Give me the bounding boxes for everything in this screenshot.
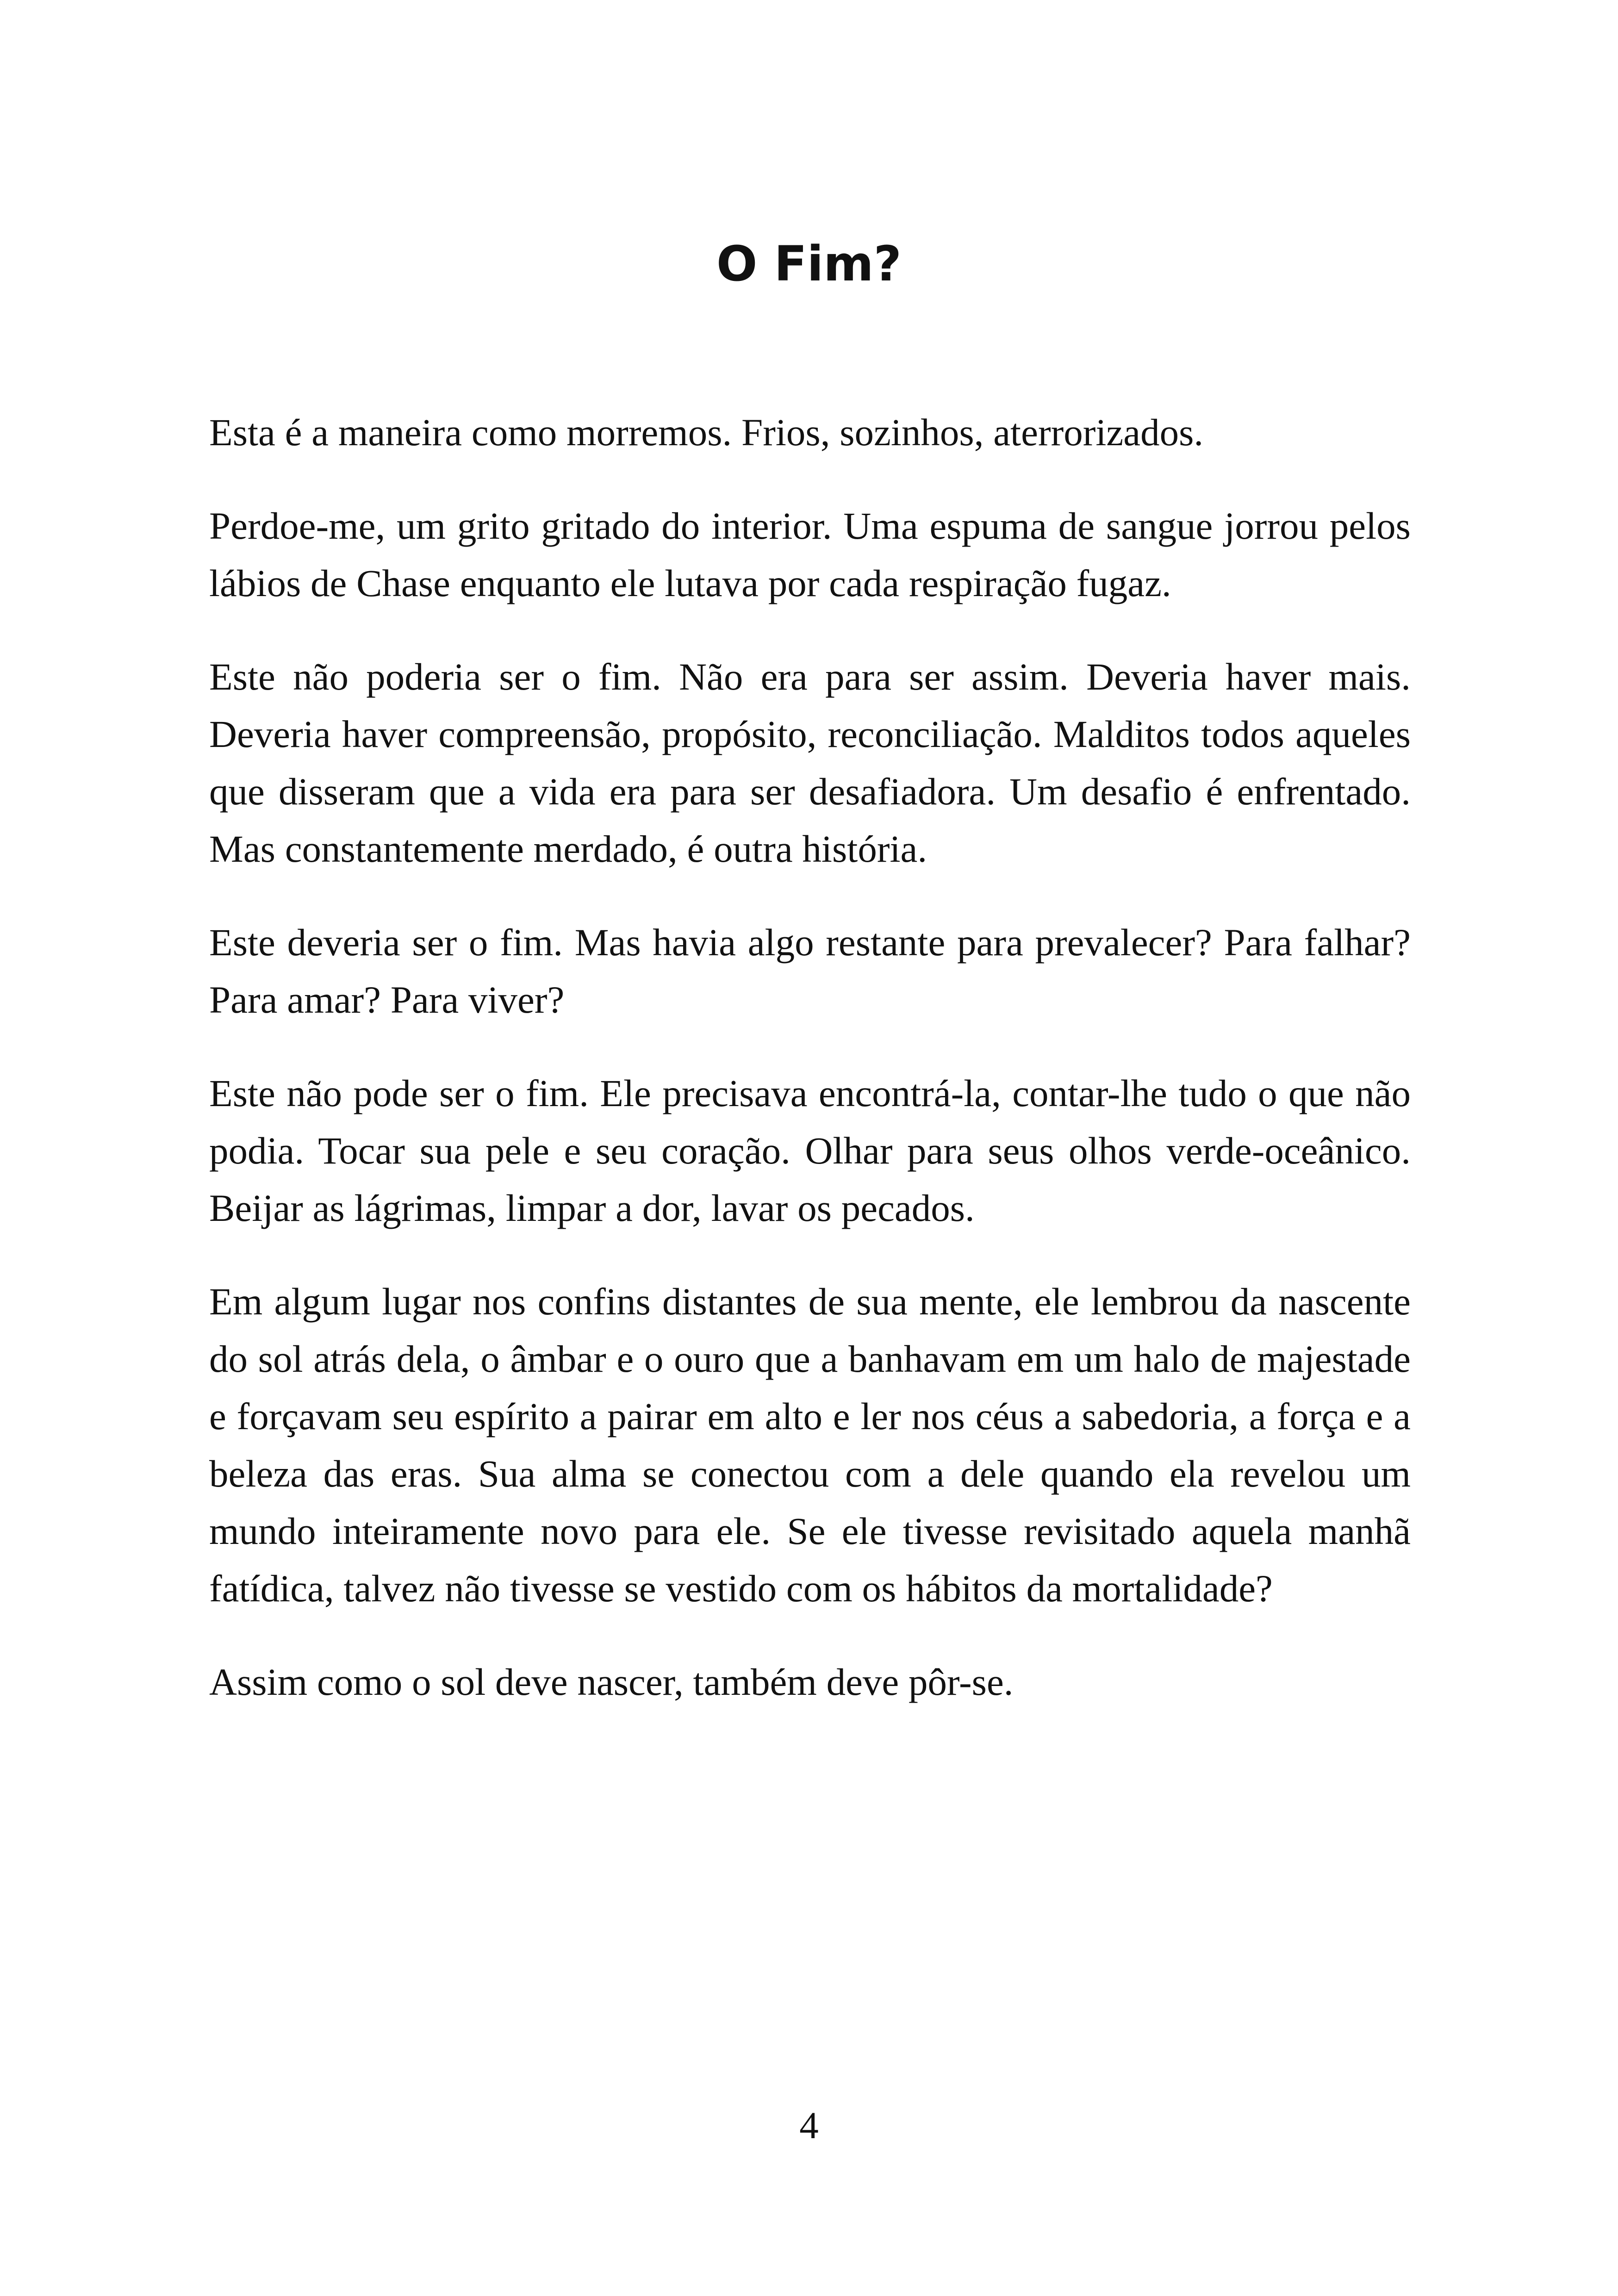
paragraph-1: Esta é a maneira como morremos. Frios, sozinhos, aterrorizados. [209, 411, 1204, 454]
page-number: 4 [799, 2104, 819, 2147]
paragraph-3: Este não poderia ser o fim. Não era para ser assim. Deveria haver mais. Deveria haver compreensão, propósito, reconciliação. Malditos todos aqueles que disseram que a vida era para ser desafiadora. Um desafio é enfrentado. Mas constantemente merdado, é outra história. [209, 655, 1411, 870]
chapter-body [209, 404, 1411, 1747]
paragraph-7: Assim como o sol deve nascer, também deve pôr-se. [209, 1661, 1014, 1703]
chapter-title: O Fim? [716, 236, 902, 292]
paragraph-4: Este deveria ser o fim. Mas havia algo restante para prevalecer? Para falhar? Para amar? Para viver? [209, 921, 1411, 1021]
paragraph-5: Este não pode ser o fim. Ele precisava encontrá-la, contar-lhe tudo o que não podia. Tocar sua pele e seu coração. Olhar para seus olhos verde-oceânico. Beijar as lágrimas, limpar a dor, lavar os pecados. [209, 1072, 1411, 1229]
paragraph-2: Perdoe-me, um grito gritado do interior. Uma espuma de sangue jorrou pelos lábios de Chase enquanto ele lutava por cada respiração fugaz. [209, 504, 1411, 604]
paragraph-6: Em algum lugar nos confins distantes de sua mente, ele lembrou da nascente do sol atrás dela, o âmbar e o ouro que a banhavam em um halo de majestade e forçavam seu espírito a pairar em alto e ler nos céus a sabedoria, a força e a beleza das eras. Sua alma se conectou com a dele quando ela revelou um mundo inteiramente novo para ele. Se ele tivesse revisitado aquela manhã fatídica, talvez não tivesse se vestido com os hábitos da mortalidade? [209, 1280, 1411, 1610]
